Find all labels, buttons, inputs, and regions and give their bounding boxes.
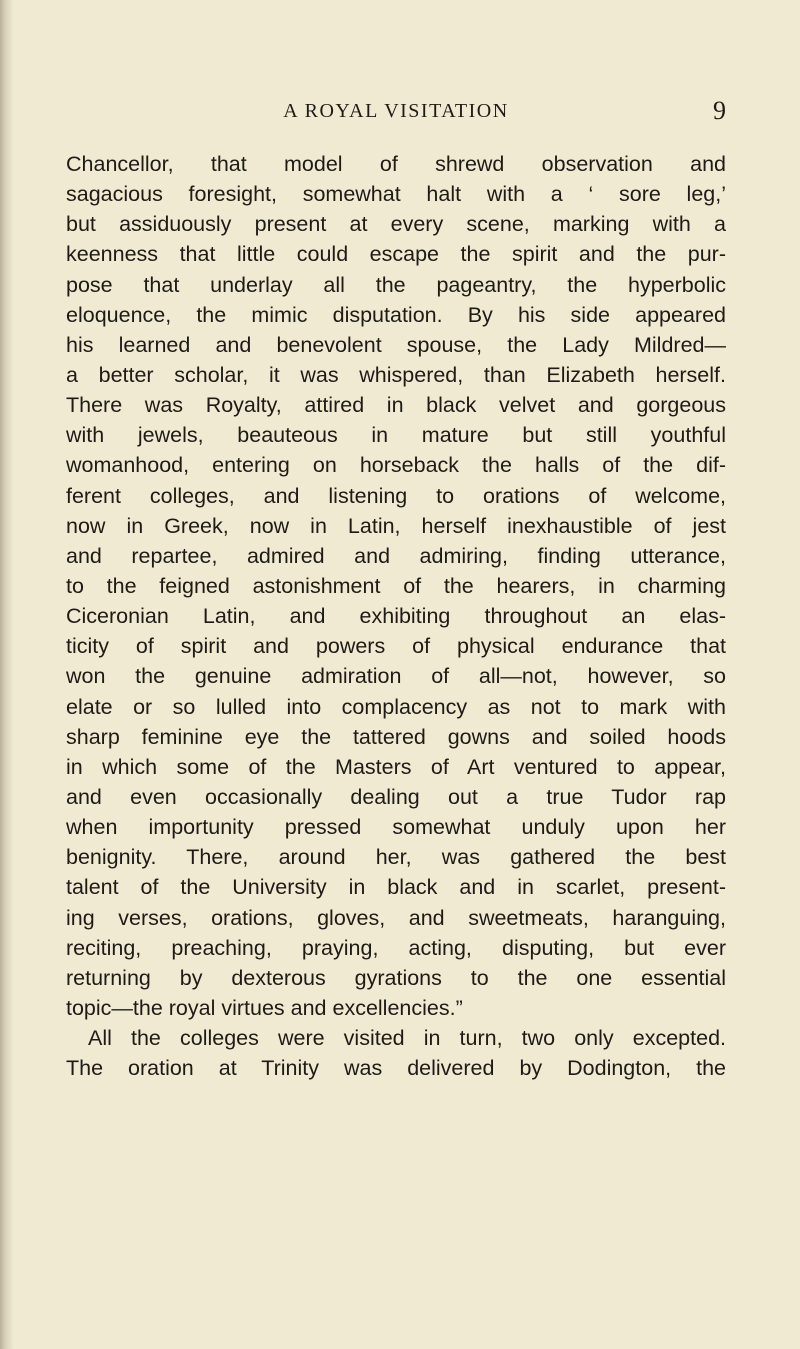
text-line: with jewels, beauteous in mature but still youthful: [66, 423, 726, 448]
text-line: ticity of spirit and powers of physical endurance that: [66, 634, 726, 659]
text-line: benignity. There, around her, was gathered the best: [66, 845, 726, 870]
text-line: Ciceronian Latin, and exhibiting throughout an elas-: [66, 604, 726, 629]
text-line: but assiduously present at every scene, marking with a: [66, 212, 726, 237]
book-gutter-shadow: [0, 0, 14, 1349]
text-line: elate or so lulled into complacency as not to mark with: [66, 694, 726, 719]
text-line: ing verses, orations, gloves, and sweetmeats, haranguing,: [66, 905, 726, 930]
text-line: sagacious foresight, somewhat halt with a ‘ sore leg,’: [66, 182, 726, 207]
running-head: [66, 93, 726, 129]
text-line: and repartee, admired and admiring, finding utterance,: [66, 543, 726, 568]
text-line: pose that underlay all the pageantry, the hyperbolic: [66, 272, 726, 297]
text-line: a better scholar, it was whispered, than Elizabeth herself.: [66, 362, 726, 387]
text-line: returning by dexterous gyrations to the one essential: [66, 965, 726, 990]
text-line: The oration at Trinity was delivered by Dodington, the: [66, 1056, 726, 1081]
text-line: topic—the royal virtues and excellencies.”: [66, 995, 463, 1020]
text-line: won the genuine admiration of all—not, however, so: [66, 664, 726, 689]
text-line: There was Royalty, attired in black velvet and gorgeous: [66, 393, 726, 418]
running-title: A ROYAL VISITATION: [283, 100, 509, 122]
body-text: [66, 149, 726, 1083]
text-line: keenness that little could escape the spirit and the pur-: [66, 242, 726, 267]
text-line: and even occasionally dealing out a true Tudor rap: [66, 784, 726, 809]
text-line: All the colleges were visited in turn, two only excepted.: [88, 1026, 726, 1051]
text-line: sharp feminine eye the tattered gowns and soiled hoods: [66, 724, 726, 749]
text-line: eloquence, the mimic disputation. By his side appeared: [66, 302, 726, 327]
text-line: reciting, preaching, praying, acting, disputing, but ever: [66, 935, 726, 960]
text-line: ferent colleges, and listening to orations of welcome,: [66, 483, 726, 508]
text-line: when importunity pressed somewhat unduly upon her: [66, 815, 726, 840]
text-line: his learned and benevolent spouse, the Lady Mildred—: [66, 332, 726, 357]
text-line: talent of the University in black and in scarlet, present-: [66, 875, 726, 900]
text-line: Chancellor, that model of shrewd observation and: [66, 152, 726, 176]
text-line: now in Greek, now in Latin, herself inexhaustible of jest: [66, 513, 726, 538]
text-line: in which some of the Masters of Art ventured to appear,: [66, 754, 726, 779]
text-line: to the feigned astonishment of the hearers, in charming: [66, 573, 726, 598]
page-number: 9: [713, 96, 726, 125]
text-line: womanhood, entering on horseback the halls of the dif-: [66, 453, 726, 478]
